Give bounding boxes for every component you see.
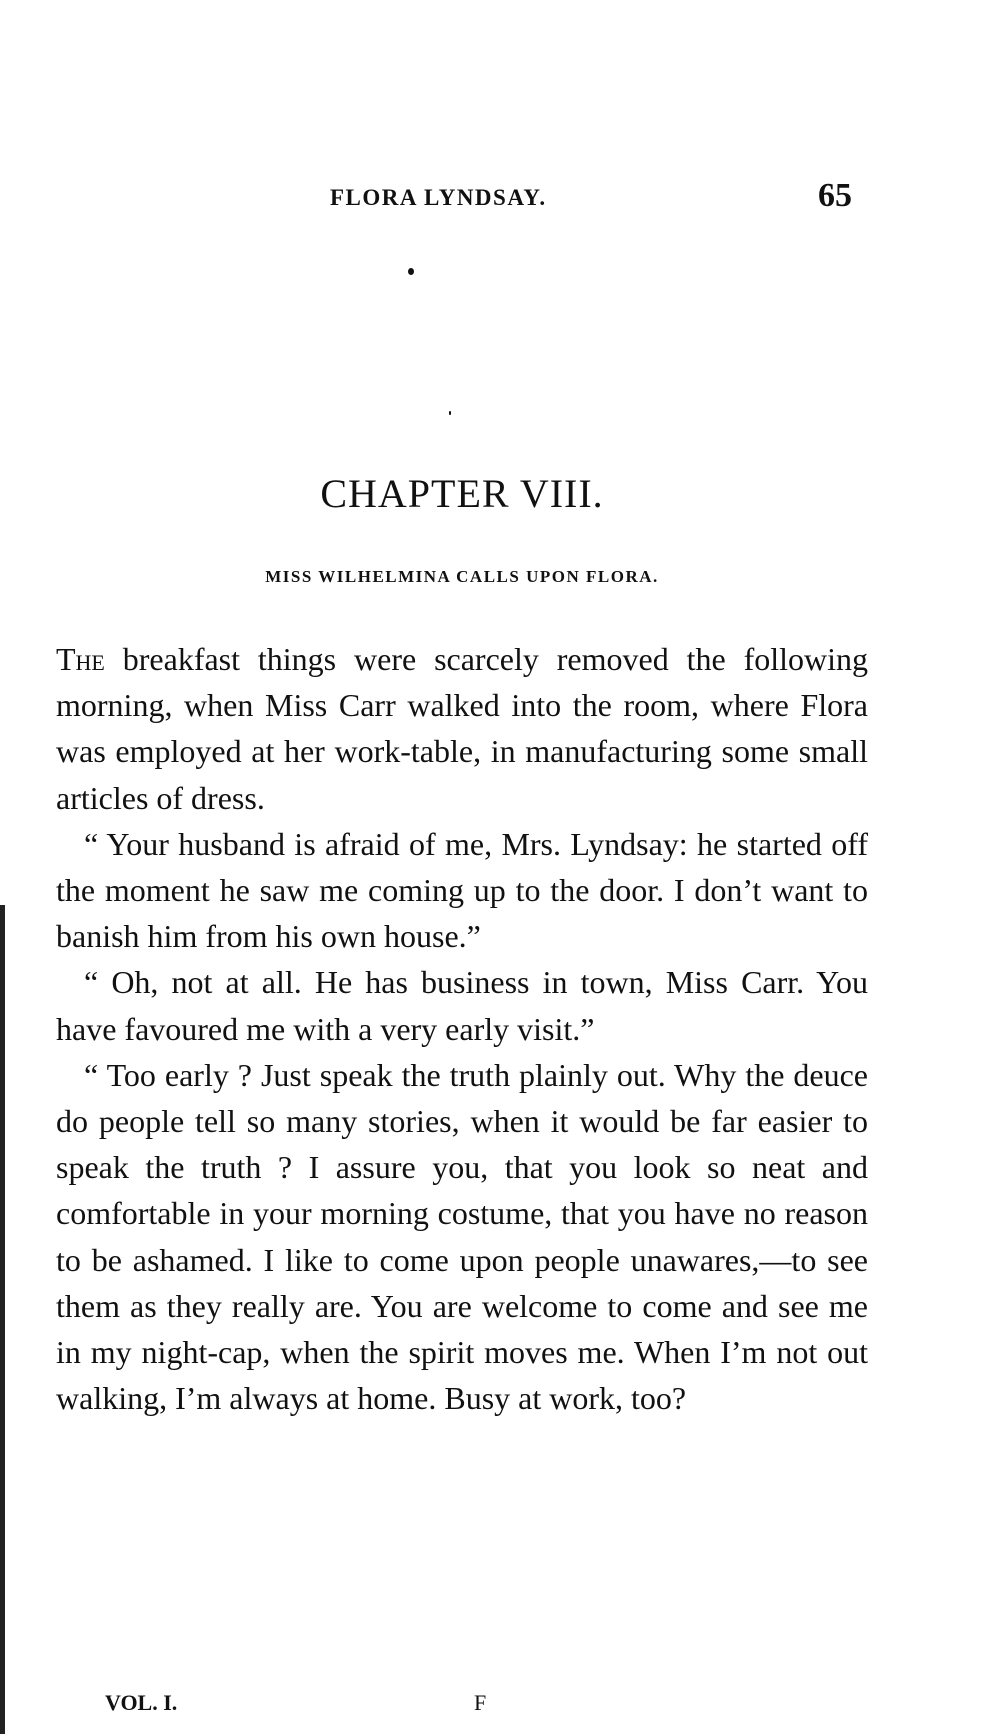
paragraph-text: breakfast things were scarcely removed the following morning, when Miss Carr walked into the room, where Flora was employed at her work-table, in manufacturing some small articles of dress. [56,641,868,816]
volume-mark: VOL. I. [105,1690,178,1715]
paragraph-text: “ Your husband is afraid of me, Mrs. Lyndsay: he started off the moment he saw me coming up to the door. I don’t want to banish him from his own house.” [56,825,868,955]
paragraph-text: “ Too early ? Just speak the truth plainly out. Why the deuce do people tell so many stories, when it would be far easier to speak the truth ? I assure you, that you look so neat and comfortable in your morning costume, that you have no reason to be ashamed. I like to come upon people unawares,—to see them as they really are. You are welcome to come and see me in my night-cap, when the spirit moves me. When I’m not out walking, I’m always at home. Busy at work, too? [56,1056,868,1417]
running-header [0,177,1000,225]
signature-mark: F [474,1690,487,1715]
page-edge-shadow [0,905,5,1734]
ink-speck [408,268,414,275]
paragraph [56,959,868,1051]
body-text [56,636,868,1421]
paragraph [56,636,868,821]
paragraph-lead-word: The [56,641,105,677]
paragraph-text: “ Oh, not at all. He has business in town, Miss Carr. You have favoured me with a very early visit.” [56,964,868,1047]
ink-speck [449,411,451,415]
paragraph [56,1052,868,1422]
running-title: FLORA LYNDSAY. [330,185,547,210]
paragraph [56,821,868,960]
signature-line [0,1690,1000,1720]
chapter-subtitle: MISS WILHELMINA CALLS UPON FLORA. [265,567,659,586]
chapter-title: CHAPTER VIII. [320,471,604,516]
page-number: 65 [818,177,852,214]
